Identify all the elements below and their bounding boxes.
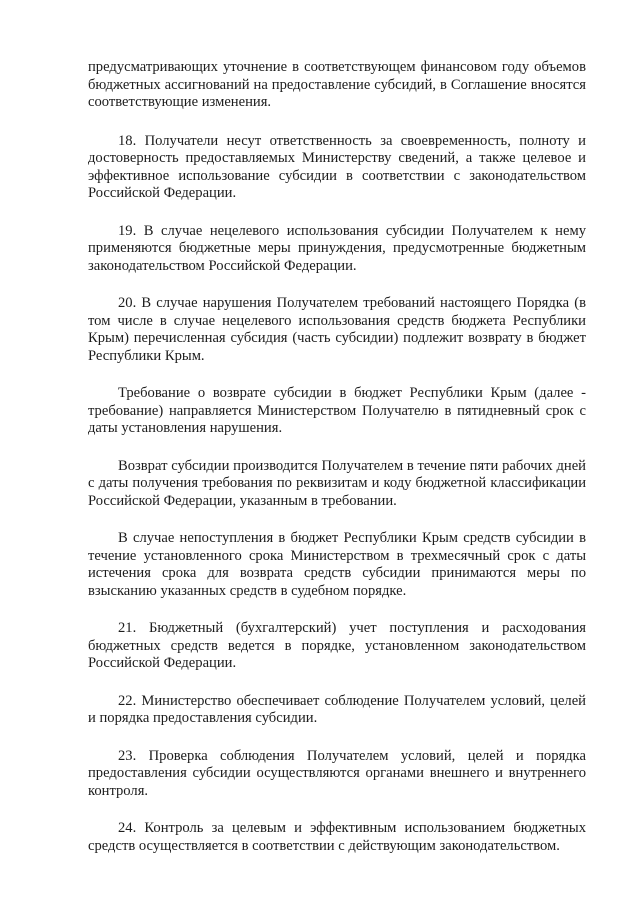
paragraph-22: 22. Министерство обеспечивает соблюдение Получателем условий, целей и порядка предоставления субсидии. (88, 692, 586, 726)
paragraph-continuation: предусматривающих уточнение в соответствующем финансовом году объемов бюджетных ассигнований на предоставление субсидий, в Соглашение вносятся соответствующие изменения. (88, 59, 586, 110)
paragraph-non-receipt: В случае непоступления в бюджет Республики Крым средств субсидии в течение установленного срока Министерством в трехмесячный срок с даты истечения срока для возврата средств субсидии принимаются меры по взысканию указанных средств в судебном порядке. (88, 530, 586, 599)
paragraph-24: 24. Контроль за целевым и эффективным использованием бюджетных средств осуществляется в соответствии с действующим законодательством. (88, 820, 586, 854)
paragraph-20: 20. В случае нарушения Получателем требований настоящего Порядка (в том числе в случае нецелевого использования средств бюджета Республики Крым) перечисленная субсидия (часть субсидии) подлежит возврату в бюджет Республики Крым. (88, 295, 586, 364)
paragraph-18: 18. Получатели несут ответственность за своевременность, полноту и достоверность предоставляемых Министерству сведений, а также целевое и эффективное использование субсидии в соответствии с законодательством Российской Федерации. (88, 132, 586, 201)
paragraph-19: 19. В случае нецелевого использования субсидии Получателем к нему применяются бюджетные меры принуждения, предусмотренные бюджетным законодательством Российской Федерации. (88, 222, 586, 274)
paragraph-refund-procedure: Возврат субсидии производится Получателем в течение пяти рабочих дней с даты получения требования по реквизитам и коду бюджетной классификации Российской Федерации, указанным в требовании. (88, 457, 586, 509)
paragraph-refund-request: Требование о возврате субсидии в бюджет Республики Крым (далее - требование) направляется Министерством Получателю в пятидневный срок с даты установления нарушения. (88, 385, 586, 436)
document-body (88, 59, 586, 875)
paragraph-23: 23. Проверка соблюдения Получателем условий, целей и порядка предоставления субсидии осуществляются органами внешнего и внутреннего контроля. (88, 747, 586, 799)
paragraph-21: 21. Бюджетный (бухгалтерский) учет поступления и расходования бюджетных средств ведется в порядке, установленном законодательством Российской Федерации. (88, 620, 586, 671)
